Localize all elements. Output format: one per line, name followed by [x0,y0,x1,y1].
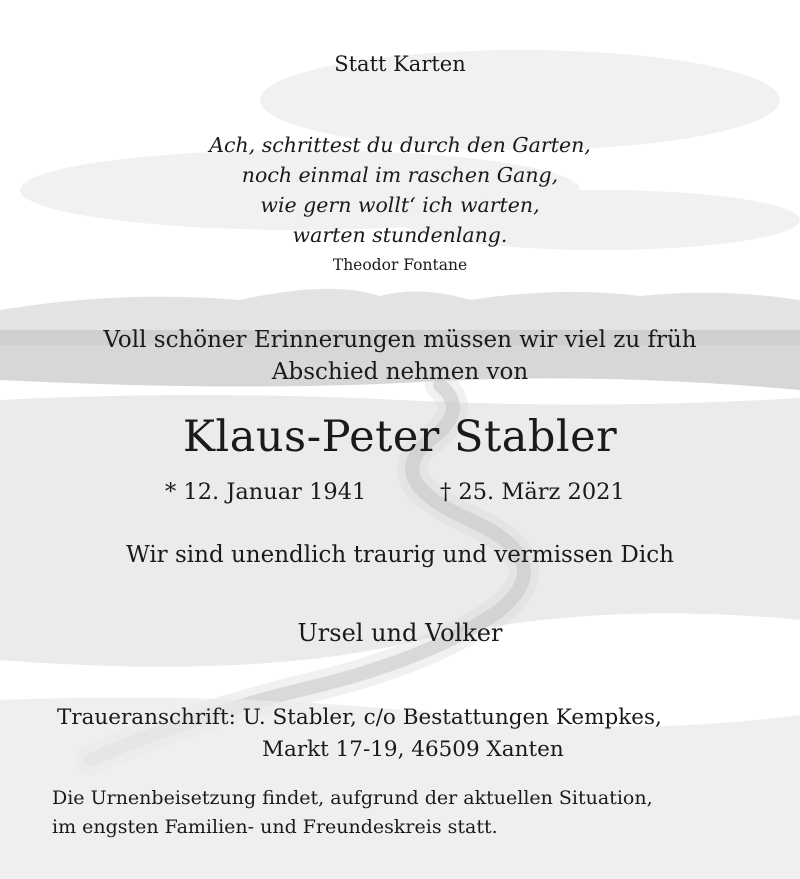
poem-line: Ach, schrittest du durch den Garten, [209,133,591,157]
intro-line: Abschied nehmen von [271,359,529,385]
burial-notice [52,784,653,842]
intro-line: Voll schöner Erinnerungen müssen wir viel zu früh [103,327,697,353]
notice-line: im engsten Familien- und Freundeskreis statt. [52,816,498,838]
poem [0,130,800,250]
sentiment-text: Wir sind unendlich traurig und vermissen Dich [126,542,674,568]
death-date: † 25. März 2021 [440,479,625,505]
notice-line: Die Urnenbeisetzung findet, aufgrund der aktuellen Situation, [52,787,653,809]
address-line-1: Traueranschrift: U. Stabler, c/o Bestattungen Kempkes, [57,705,662,730]
birth-date: * 12. Januar 1941 [165,479,367,505]
header-text: Statt Karten [334,52,466,76]
poem-author: Theodor Fontane [332,256,468,274]
address-line-2: Markt 17-19, 46509 Xanten [262,737,564,762]
deceased-name: Klaus-Peter Stabler [182,412,618,462]
intro-text [0,324,800,388]
poem-line: wie gern wollt‘ ich warten, [260,193,540,217]
mourning-address [57,702,662,766]
mourners-names: Ursel und Volker [297,619,503,647]
poem-line: noch einmal im raschen Gang, [241,163,559,187]
poem-line: warten stundenlang. [292,223,508,247]
